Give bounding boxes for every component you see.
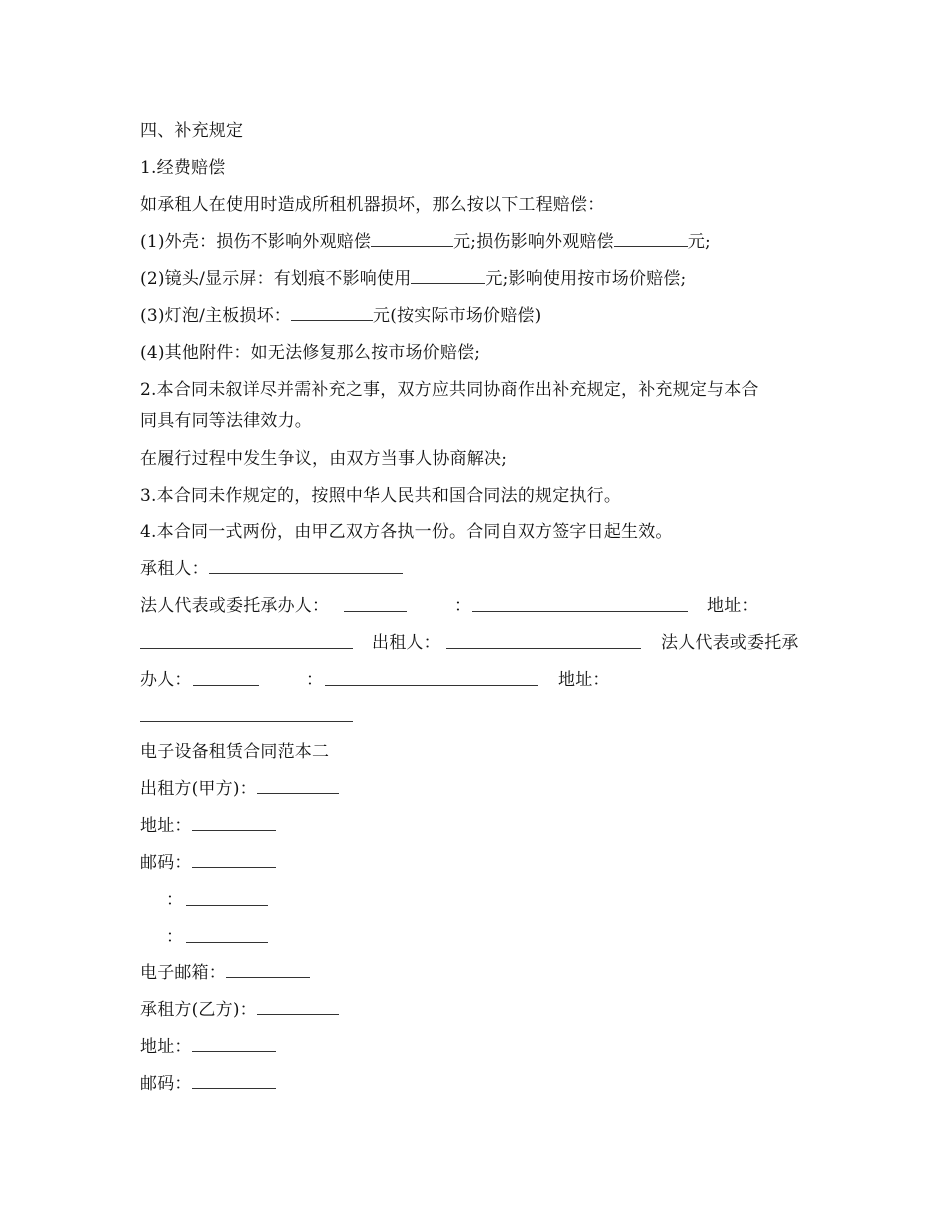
address-label-2: 地址：: [558, 670, 610, 690]
compensation-bulb-line: [140, 305, 541, 327]
party-a-field4-colon: ：: [166, 927, 184, 947]
party-a-field3-blank[interactable]: [186, 905, 268, 906]
shell-unit-text: 元;: [687, 232, 711, 252]
party-a-address-line: [140, 815, 276, 837]
item1-title: 1.经费赔偿: [140, 158, 226, 178]
legal-rep2-blank[interactable]: [193, 685, 259, 686]
compensation-shell-line: [140, 231, 711, 253]
legal-rep2-phone-blank[interactable]: [325, 685, 538, 686]
address-blank-2[interactable]: [140, 721, 353, 722]
compensation-accessory-line: (4)其他附件：如无法修复那么按市场价赔偿;: [140, 343, 481, 363]
party-a-label: 出租方(甲方)：: [140, 779, 257, 799]
bulb-market-text: 元(按实际市场价赔偿): [373, 306, 542, 326]
party-a-line: [140, 778, 339, 800]
item2-line2: 同具有同等法律效力。: [140, 411, 312, 431]
item2-line1: 2.本合同未叙详尽并需补充之事，双方应共同协商作出补充规定，补充规定与本合: [140, 380, 759, 400]
shell-clause-text: (1)外壳：损伤不影响外观赔偿: [140, 232, 372, 252]
party-a-blank[interactable]: [257, 778, 339, 794]
party-a-postcode-blank[interactable]: [192, 852, 276, 868]
legal-rep2-colon: ：: [306, 670, 324, 690]
shell-no-impact-blank[interactable]: [371, 231, 453, 247]
party-a-field4-blank[interactable]: [186, 942, 268, 943]
shell-impact-text: 元;损伤影响外观赔偿: [453, 232, 614, 252]
bulb-blank[interactable]: [291, 305, 373, 321]
shell-impact-blank[interactable]: [614, 231, 688, 247]
legal-rep-label2-part2: 办人：: [140, 670, 192, 690]
dispute-clause: 在履行过程中发生争议，由双方当事人协商解决;: [140, 449, 508, 469]
party-b-blank[interactable]: [257, 999, 339, 1015]
party-b-label: 承租方(乙方)：: [140, 1000, 257, 1020]
item1-intro: 如承租人在使用时造成所租机器损坏，那么按以下工程赔偿：: [140, 195, 605, 215]
party-a-email-label: 电子邮箱：: [140, 963, 226, 983]
party-b-postcode-blank[interactable]: [192, 1073, 276, 1089]
party-b-line: [140, 999, 339, 1021]
party-b-postcode-line: [140, 1073, 276, 1095]
compensation-lens-line: [140, 268, 686, 290]
legal-rep-blank[interactable]: [344, 611, 407, 612]
item3: 3.本合同未作规定的，按照中华人民共和国合同法的规定执行。: [140, 486, 622, 506]
party-a-email-line: [140, 962, 310, 984]
legal-rep-phone-blank[interactable]: [472, 611, 688, 612]
legal-rep-colon: ：: [454, 596, 472, 616]
party-b-address-blank[interactable]: [192, 1036, 276, 1052]
lessee-label: 承租人：: [140, 559, 209, 579]
party-b-address-label: 地址：: [140, 1037, 192, 1057]
legal-rep-label2-part1: 法人代表或委托承: [661, 633, 799, 653]
lens-blank[interactable]: [411, 268, 485, 284]
lessee-line: [140, 558, 403, 580]
address-label: 地址：: [707, 596, 759, 616]
lessor-blank[interactable]: [446, 648, 641, 649]
party-a-address-label: 地址：: [140, 816, 192, 836]
bulb-clause-text: (3)灯泡/主板损坏：: [140, 306, 292, 326]
party-a-field3-colon: ：: [166, 890, 184, 910]
section-heading: 四、补充规定: [140, 121, 244, 141]
lessor-label: 出租人：: [372, 633, 441, 653]
lens-market-text: 元;影响使用按市场价赔偿;: [485, 269, 687, 289]
party-b-address-line: [140, 1036, 276, 1058]
party-a-address-blank[interactable]: [192, 815, 276, 831]
item4: 4.本合同一式两份，由甲乙双方各执一份。合同自双方签字日起生效。: [140, 522, 673, 542]
party-a-postcode-label: 邮码：: [140, 853, 192, 873]
legal-rep-label: 法人代表或委托承办人：: [140, 596, 330, 616]
address-blank[interactable]: [140, 648, 353, 649]
lessee-blank[interactable]: [209, 558, 403, 574]
lens-clause-text: (2)镜头/显示屏：有划痕不影响使用: [140, 269, 412, 289]
party-b-postcode-label: 邮码：: [140, 1074, 192, 1094]
template2-title: 电子设备租赁合同范本二: [140, 742, 330, 762]
party-a-email-blank[interactable]: [226, 962, 310, 978]
party-a-postcode-line: [140, 852, 276, 874]
